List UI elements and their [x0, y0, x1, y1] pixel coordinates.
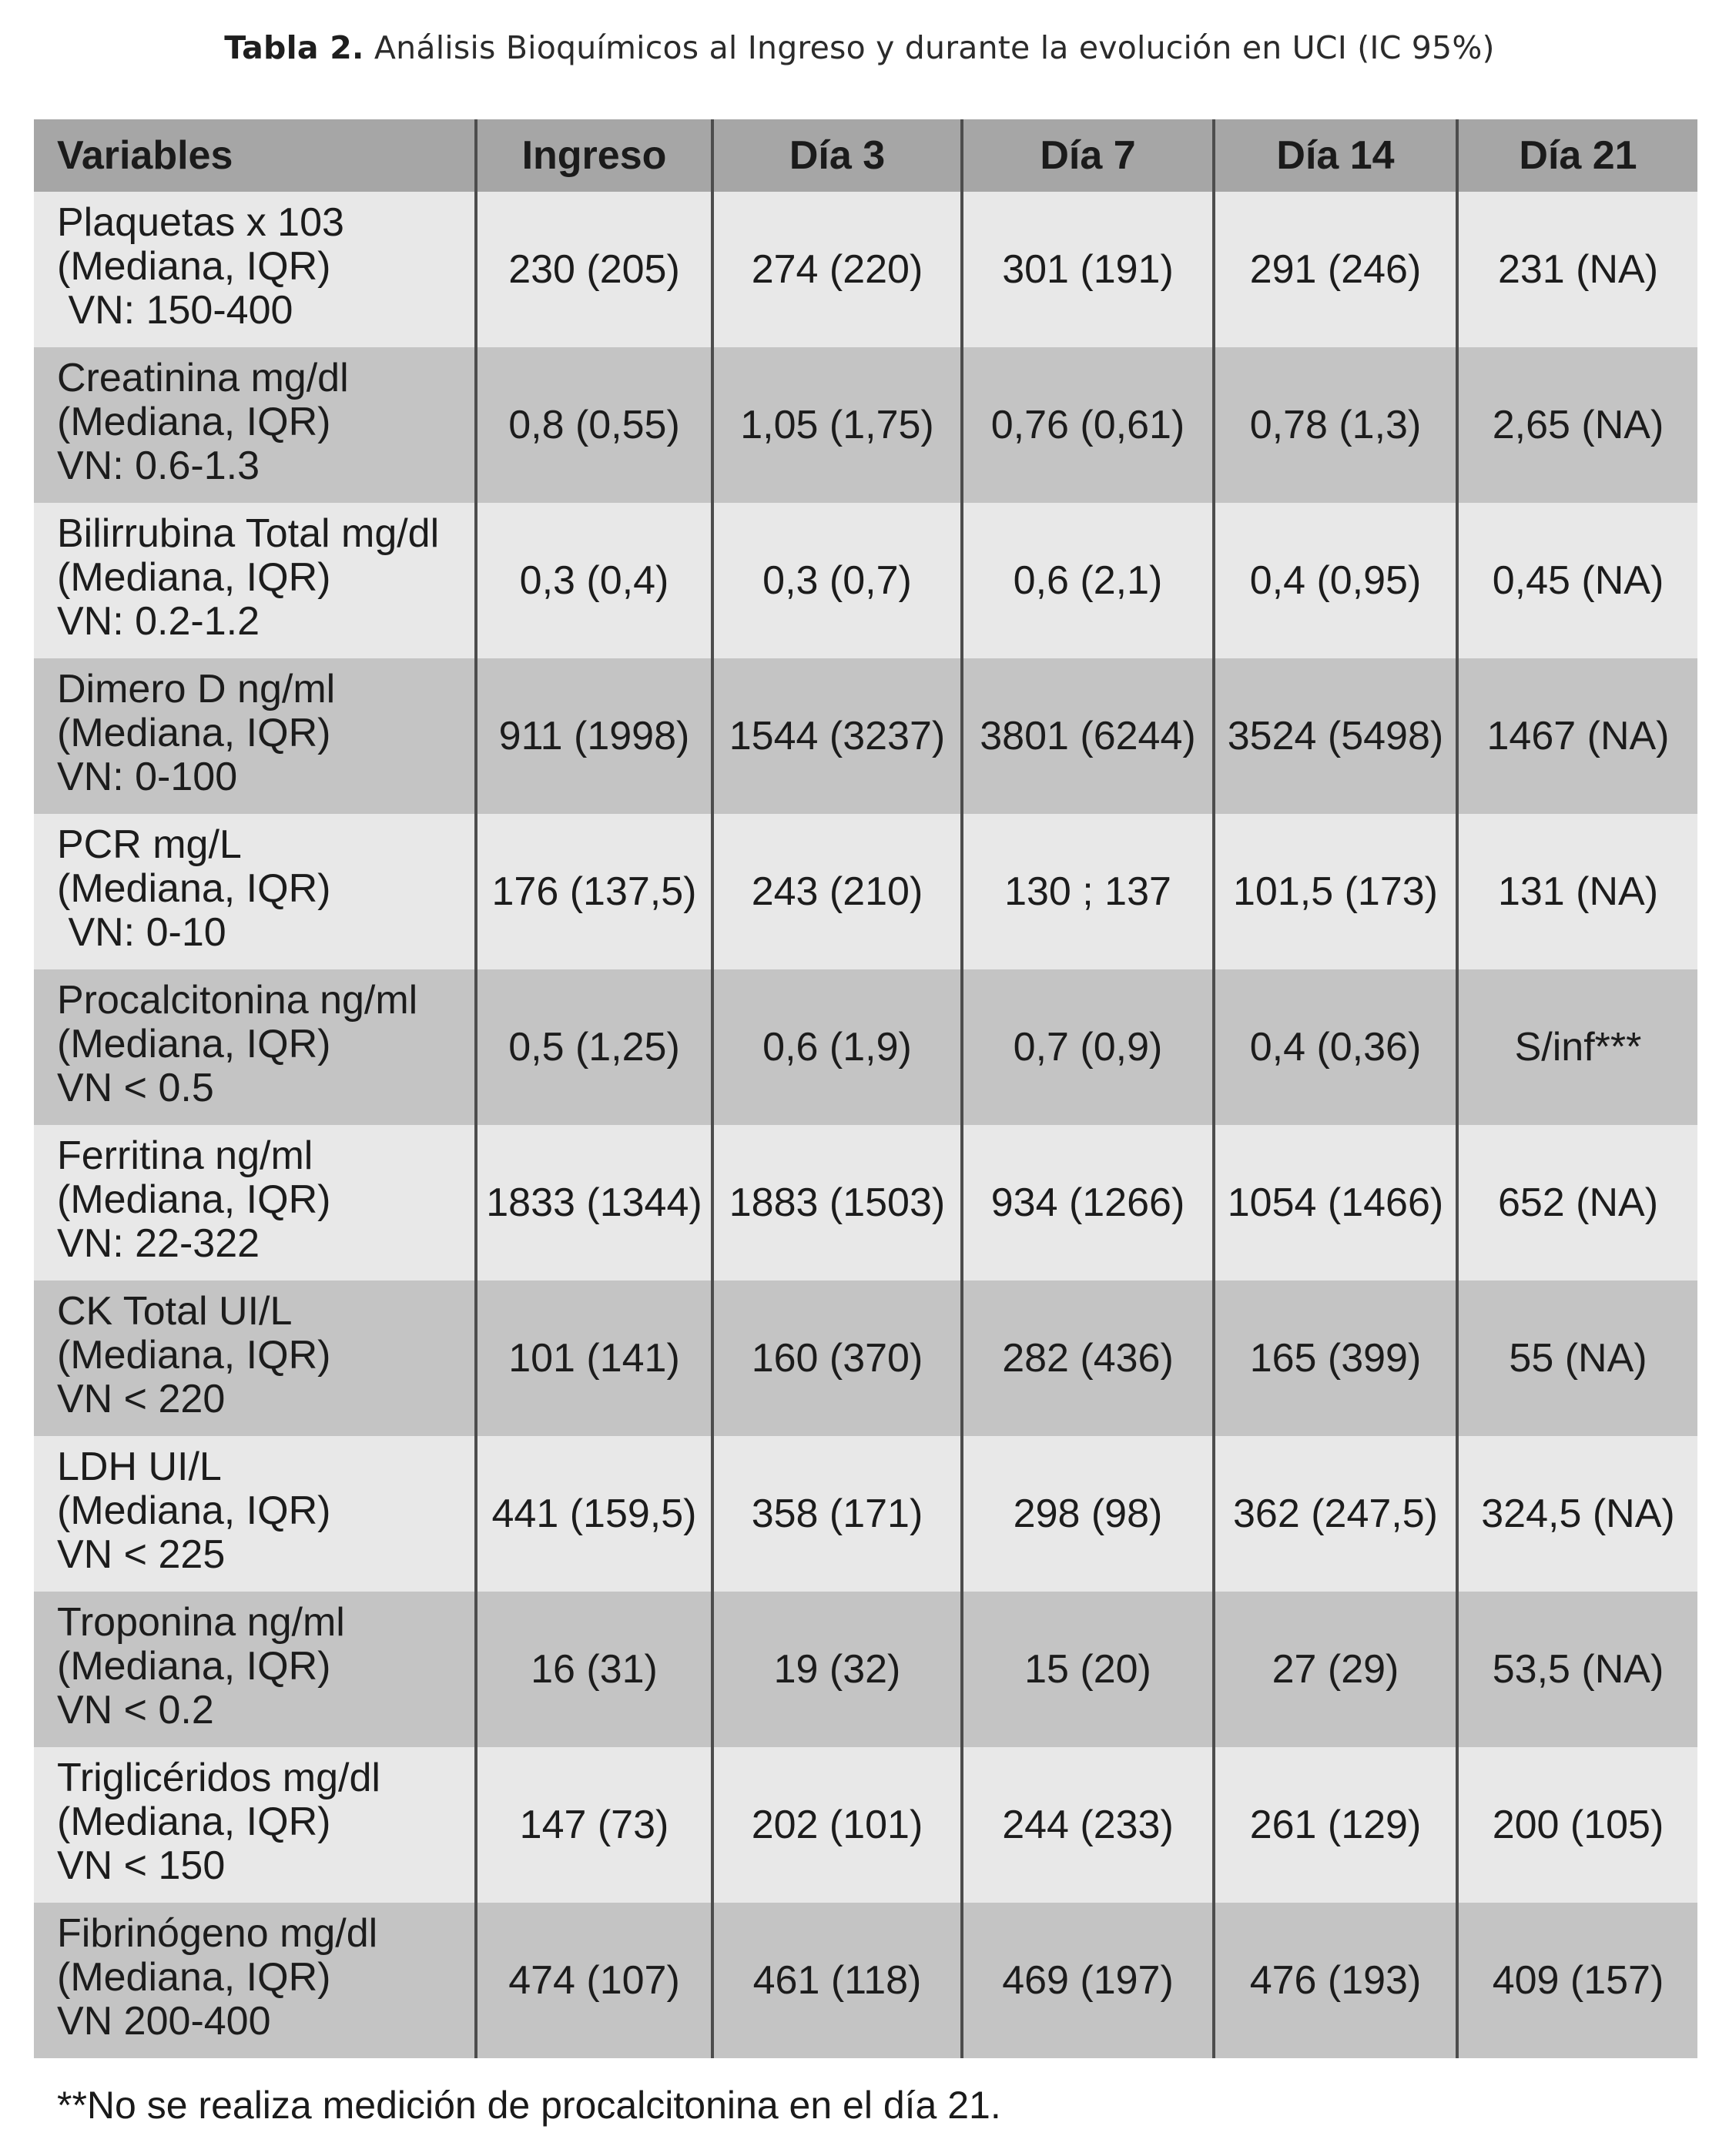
variable-line: (Mediana, IQR): [57, 711, 331, 755]
footnote: **No se realiza medición de procalcitonina en el día 21.: [57, 2084, 1001, 2127]
table-row: [34, 814, 1697, 969]
value-cell: 3524 (5498): [1214, 658, 1457, 814]
variable-line: Bilirrubina Total mg/dl: [57, 511, 440, 556]
value-cell: 55 (NA): [1457, 1281, 1697, 1436]
value-cell: 0,6 (2,1): [962, 503, 1214, 658]
table-row: [34, 1903, 1697, 2058]
variable-line: VN: 0.2-1.2: [57, 599, 260, 644]
variable-cell: [34, 503, 476, 658]
column-header: Día 7: [962, 119, 1214, 192]
value-cell: 101,5 (173): [1214, 814, 1457, 969]
variable-cell: [34, 1903, 476, 2058]
variable-cell: [34, 969, 476, 1125]
value-cell: 324,5 (NA): [1457, 1436, 1697, 1592]
value-cell: 202 (101): [712, 1747, 962, 1903]
value-cell: 1544 (3237): [712, 658, 962, 814]
variable-cell: [34, 814, 476, 969]
variable-line: Ferritina ng/ml: [57, 1133, 313, 1178]
value-cell: 274 (220): [712, 192, 962, 347]
variable-line: VN < 0.5: [57, 1066, 214, 1110]
table-row: [34, 1592, 1697, 1747]
variable-cell: [34, 1592, 476, 1747]
value-cell: 0,3 (0,4): [476, 503, 712, 658]
variable-line: (Mediana, IQR): [57, 1955, 331, 2000]
value-cell: 27 (29): [1214, 1592, 1457, 1747]
variable-line: (Mediana, IQR): [57, 1799, 331, 1844]
value-cell: 0,78 (1,3): [1214, 347, 1457, 503]
value-cell: 1054 (1466): [1214, 1125, 1457, 1281]
variable-line: (Mediana, IQR): [57, 244, 331, 289]
variable-line: VN: 0.6-1.3: [57, 444, 260, 488]
value-cell: 0,6 (1,9): [712, 969, 962, 1125]
value-cell: 16 (31): [476, 1592, 712, 1747]
value-cell: 0,76 (0,61): [962, 347, 1214, 503]
value-cell: 0,4 (0,36): [1214, 969, 1457, 1125]
variable-cell: [34, 1436, 476, 1592]
value-cell: 243 (210): [712, 814, 962, 969]
value-cell: 231 (NA): [1457, 192, 1697, 347]
value-cell: 362 (247,5): [1214, 1436, 1457, 1592]
value-cell: 3801 (6244): [962, 658, 1214, 814]
variable-line: VN < 220: [57, 1377, 226, 1421]
value-cell: 165 (399): [1214, 1281, 1457, 1436]
value-cell: 476 (193): [1214, 1903, 1457, 2058]
value-cell: 282 (436): [962, 1281, 1214, 1436]
variable-line: VN < 0.2: [57, 1688, 214, 1732]
variable-line: Fibrinógeno mg/dl: [57, 1911, 378, 1956]
variable-line: VN < 225: [57, 1532, 226, 1577]
value-cell: 409 (157): [1457, 1903, 1697, 2058]
table-row: [34, 347, 1697, 503]
value-cell: 261 (129): [1214, 1747, 1457, 1903]
value-cell: 1,05 (1,75): [712, 347, 962, 503]
biochemical-table: [34, 119, 1697, 2058]
value-cell: 0,45 (NA): [1457, 503, 1697, 658]
variable-line: Procalcitonina ng/ml: [57, 978, 418, 1023]
column-header: Variables: [34, 119, 476, 192]
value-cell: 230 (205): [476, 192, 712, 347]
table-row: [34, 1125, 1697, 1281]
value-cell: 301 (191): [962, 192, 1214, 347]
value-cell: 147 (73): [476, 1747, 712, 1903]
value-cell: 19 (32): [712, 1592, 962, 1747]
table-header-row: [34, 119, 1697, 192]
variable-line: VN: 0-10: [57, 910, 226, 955]
value-cell: S/inf***: [1457, 969, 1697, 1125]
table-body: [34, 192, 1697, 2058]
value-cell: 15 (20): [962, 1592, 1214, 1747]
variable-line: Triglicéridos mg/dl: [57, 1756, 380, 1800]
caption-text: Análisis Bioquímicos al Ingreso y durante la evolución en UCI (IC 95%): [364, 29, 1495, 66]
value-cell: 469 (197): [962, 1903, 1214, 2058]
value-cell: 652 (NA): [1457, 1125, 1697, 1281]
value-cell: 441 (159,5): [476, 1436, 712, 1592]
value-cell: 461 (118): [712, 1903, 962, 2058]
variable-cell: [34, 347, 476, 503]
variable-line: (Mediana, IQR): [57, 400, 331, 444]
value-cell: 2,65 (NA): [1457, 347, 1697, 503]
variable-line: Troponina ng/ml: [57, 1600, 345, 1645]
value-cell: 244 (233): [962, 1747, 1214, 1903]
table-row: [34, 192, 1697, 347]
value-cell: 101 (141): [476, 1281, 712, 1436]
variable-line: VN 200-400: [57, 1999, 271, 2044]
variable-cell: [34, 1125, 476, 1281]
variable-cell: [34, 1747, 476, 1903]
table-row: [34, 1281, 1697, 1436]
value-cell: 0,3 (0,7): [712, 503, 962, 658]
value-cell: 1883 (1503): [712, 1125, 962, 1281]
variable-line: VN: 0-100: [57, 755, 238, 799]
variable-line: Dimero D ng/ml: [57, 667, 336, 711]
value-cell: 911 (1998): [476, 658, 712, 814]
column-header: Día 3: [712, 119, 962, 192]
variable-line: (Mediana, IQR): [57, 1333, 331, 1378]
variable-line: PCR mg/L: [57, 822, 242, 867]
value-cell: 934 (1266): [962, 1125, 1214, 1281]
table-row: [34, 1747, 1697, 1903]
value-cell: 298 (98): [962, 1436, 1214, 1592]
variable-line: Creatinina mg/dl: [57, 356, 349, 400]
variable-cell: [34, 658, 476, 814]
variable-line: (Mediana, IQR): [57, 1488, 331, 1533]
value-cell: 291 (246): [1214, 192, 1457, 347]
variable-line: (Mediana, IQR): [57, 1644, 331, 1689]
variable-line: (Mediana, IQR): [57, 1022, 331, 1066]
value-cell: 0,5 (1,25): [476, 969, 712, 1125]
value-cell: 160 (370): [712, 1281, 962, 1436]
variable-cell: [34, 192, 476, 347]
value-cell: 0,8 (0,55): [476, 347, 712, 503]
caption-label: Tabla 2.: [224, 29, 364, 66]
column-header: Día 21: [1457, 119, 1697, 192]
value-cell: 53,5 (NA): [1457, 1592, 1697, 1747]
value-cell: 1467 (NA): [1457, 658, 1697, 814]
table-row: [34, 1436, 1697, 1592]
variable-line: VN < 150: [57, 1843, 226, 1888]
variable-cell: [34, 1281, 476, 1436]
value-cell: 0,4 (0,95): [1214, 503, 1457, 658]
variable-line: (Mediana, IQR): [57, 555, 331, 600]
table-row: [34, 503, 1697, 658]
value-cell: 474 (107): [476, 1903, 712, 2058]
value-cell: 358 (171): [712, 1436, 962, 1592]
value-cell: 200 (105): [1457, 1747, 1697, 1903]
value-cell: 130 ; 137: [962, 814, 1214, 969]
table-row: [34, 969, 1697, 1125]
variable-line: (Mediana, IQR): [57, 866, 331, 911]
variable-line: CK Total UI/L: [57, 1289, 293, 1334]
value-cell: 1833 (1344): [476, 1125, 712, 1281]
column-header: Ingreso: [476, 119, 712, 192]
variable-line: LDH UI/L: [57, 1445, 222, 1489]
variable-line: VN: 22-322: [57, 1221, 260, 1266]
variable-line: VN: 150-400: [57, 288, 293, 333]
table-caption: [0, 29, 1719, 66]
value-cell: 131 (NA): [1457, 814, 1697, 969]
value-cell: 0,7 (0,9): [962, 969, 1214, 1125]
column-header: Día 14: [1214, 119, 1457, 192]
variable-line: Plaquetas x 103: [57, 200, 344, 245]
value-cell: 176 (137,5): [476, 814, 712, 969]
table-row: [34, 658, 1697, 814]
variable-line: (Mediana, IQR): [57, 1177, 331, 1222]
